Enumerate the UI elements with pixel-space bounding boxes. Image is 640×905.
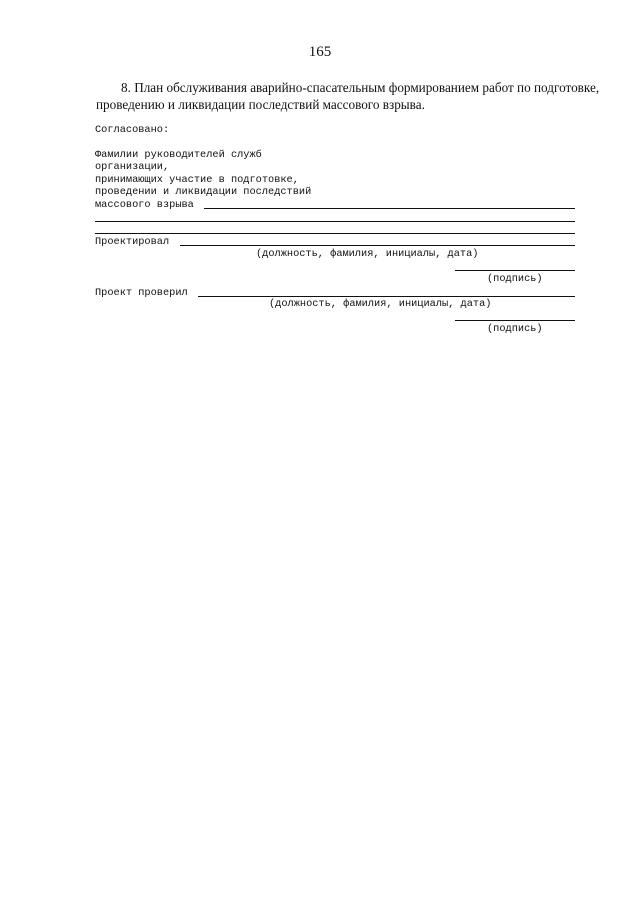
- checked-label: Проект проверил: [95, 287, 188, 299]
- checked-signature-line: [455, 320, 575, 321]
- section-heading-line-1: 8. План обслуживания аварийно-спасательным формированием работ по подготовке,: [121, 80, 600, 95]
- checked-caption: (должность, фамилия, инициалы, дата): [269, 298, 492, 310]
- heads-blank-line-2: [95, 233, 575, 234]
- designed-line: [180, 245, 575, 246]
- heads-line-5: массового взрыва: [95, 199, 194, 211]
- designed-signature-caption: (подпись): [487, 273, 543, 285]
- section-heading-line-2: проведению и ликвидации последствий массового взрыва.: [96, 97, 425, 112]
- designed-signature-line: [455, 270, 575, 271]
- heads-line-4: проведении и ликвидации последствий: [95, 186, 312, 198]
- heads-signature-line: [204, 208, 575, 209]
- page-number: 165: [308, 44, 332, 60]
- checked-line: [198, 296, 575, 297]
- designed-label: Проектировал: [95, 236, 170, 248]
- section-heading: [96, 79, 600, 113]
- designed-caption: (должность, фамилия, инициалы, дата): [256, 248, 479, 260]
- heads-line-2: организации,: [95, 161, 170, 173]
- heads-line-1: Фамилии руководителей служб: [95, 149, 262, 161]
- heads-line-3: принимающих участие в подготовке,: [95, 174, 299, 186]
- heads-blank-line-1: [95, 221, 575, 222]
- checked-signature-caption: (подпись): [487, 323, 543, 335]
- approved-label: Согласовано:: [95, 124, 170, 136]
